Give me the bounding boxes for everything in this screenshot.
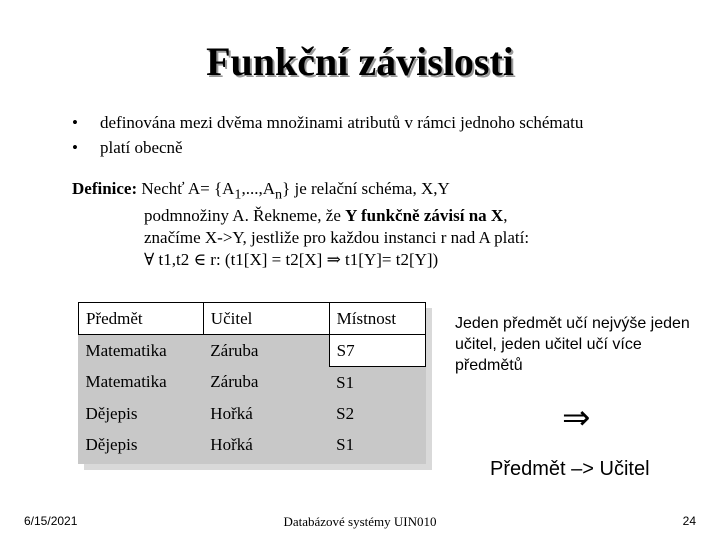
functional-dependency: Předmět –> Učitel <box>490 458 650 480</box>
table-cell: Hořká <box>210 403 253 423</box>
table-cell: S2 <box>336 403 355 423</box>
table-header-row <box>79 303 426 335</box>
definition-block <box>72 178 529 271</box>
footer-date: 6/15/2021 <box>24 514 78 528</box>
table-row <box>79 398 426 429</box>
relation-table-grid <box>78 302 426 460</box>
header-cell: Předmět <box>79 303 204 335</box>
page-number: 24 <box>682 514 696 528</box>
bullet-mark: • <box>72 113 78 132</box>
definition-text: } je relační schéma, X,Y <box>282 179 450 198</box>
bullet-mark: • <box>72 138 78 157</box>
slide-title: Funkční závislosti <box>206 39 514 84</box>
implies-icon: ⇒ <box>562 398 591 438</box>
definition-line-2 <box>72 205 529 227</box>
table-cell: Hořká <box>210 434 253 454</box>
table-cell: Matematika <box>85 372 167 392</box>
table-cell: S1 <box>336 372 355 392</box>
subscript: 1 <box>234 186 242 203</box>
bullet-item <box>72 110 583 135</box>
table-cell: S7 <box>329 335 425 367</box>
bullet-text: platí obecně <box>100 138 183 157</box>
header-cell: Místnost <box>329 303 425 335</box>
definition-text: ,...,A <box>241 179 275 198</box>
definition-text: , <box>503 206 508 226</box>
definition-formula: ∀ t1,t2 ∈ r: (t1[X] = t2[X] ⇒ t1[Y]= t2[Y]) <box>144 250 439 270</box>
table-row <box>79 335 426 367</box>
table-cell: Dějepis <box>85 434 138 454</box>
table-cell: Matematika <box>85 340 167 360</box>
header-cell: Učitel <box>203 303 329 335</box>
definition-emphasis: Y funkčně závisí na X <box>345 206 504 226</box>
bullet-item <box>72 135 583 160</box>
table-row <box>79 429 426 460</box>
table-cell: S1 <box>336 434 355 454</box>
definition-line-3: značíme X->Y, jestliže pro každou instanci r nad A platí: <box>144 228 530 248</box>
footer-course: Databázové systémy UIN010 <box>283 514 437 529</box>
bullet-text: definována mezi dvěma množinami atributů v rámci jednoho schématu <box>100 113 584 132</box>
side-note: Jeden předmět učí nejvýše jeden učitel, jeden učitel učí více předmětů <box>455 315 690 374</box>
table-cell: Dějepis <box>85 403 138 423</box>
table-cell: Záruba <box>210 372 259 392</box>
definition-label: Definice: <box>72 179 138 198</box>
relation-table <box>78 302 426 464</box>
definition-text: podmnožiny A. Řekneme, že <box>144 206 346 226</box>
table-cell: Záruba <box>210 340 259 360</box>
subscript: n <box>275 186 283 203</box>
table-row <box>79 367 426 399</box>
definition-line-1 <box>72 178 529 205</box>
definition-text: Nechť A= {A <box>137 179 235 198</box>
bullet-list <box>72 110 583 160</box>
